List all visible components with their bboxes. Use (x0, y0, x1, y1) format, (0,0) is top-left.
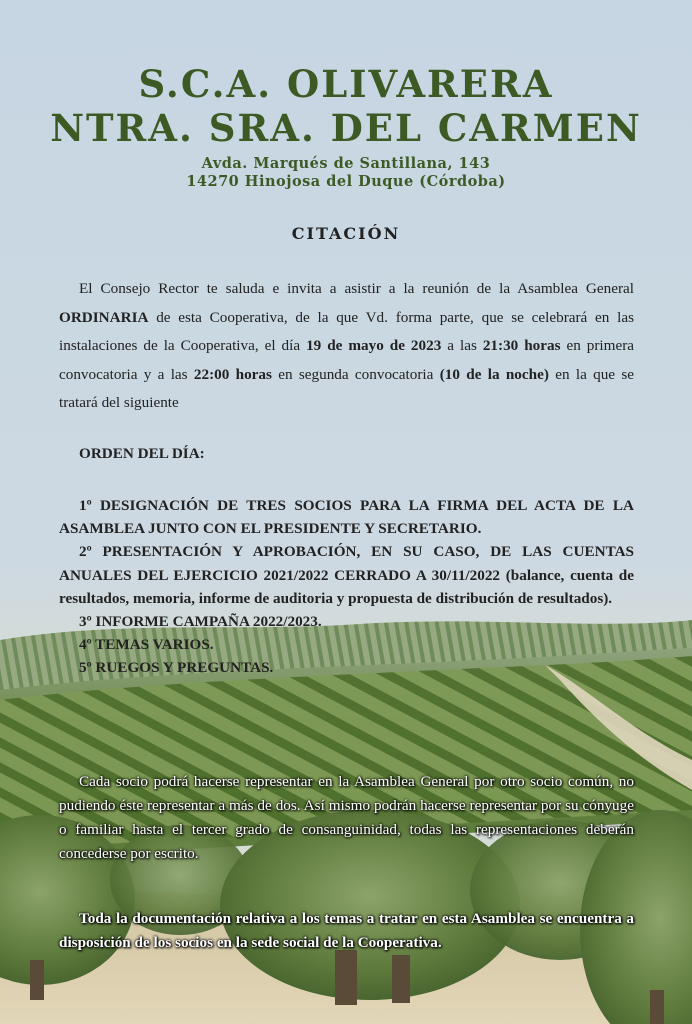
documentation-note: Toda la documentación relativa a los temas a tratar en esta Asamblea se encuentra a disposición de los socios en la sede social de la Cooperativa. (59, 910, 634, 951)
meeting-date: 19 de mayo de 2023 (306, 337, 442, 354)
first-call-time: 21:30 horas (482, 337, 561, 354)
cooperative-name: S.C.A. OLIVARERA (138, 62, 554, 106)
address-street: Avda. Marqués de Santillana, 143 (201, 155, 491, 172)
meeting-type: ORDINARIA (59, 308, 149, 326)
intro-paragraph: El Consejo Rector te saluda e invita a asistir a la reunión de la Asamblea General ORDINARIA de esta Cooperativa, de la que Vd. forma parte, que se celebrará en las instalaciones de la Cooperativa, el día 19 de mayo de 2023 a las 21:30 horas en primera convocatoria y a las 22:00 horas en segunda convocatoria (10 de la noche) en la que se tratará del siguiente (59, 280, 635, 411)
second-call-note: (10 de la noche) (439, 365, 549, 383)
agenda-item: 3º INFORME CAMPAÑA 2022/2023. (79, 613, 322, 631)
agenda-heading: ORDEN DEL DÍA: (79, 445, 205, 462)
agenda-item: 2º PRESENTACIÓN Y APROBACIÓN, EN SU CASO, DE LAS CUENTAS ANUALES DEL EJERCICIO 2021/2022 CERRADO A 30/11/2022 (balance, cuenta de resultados, memoria, informe de auditoria y propuesta de distribución de resultados). (59, 543, 634, 607)
representation-note: Cada socio podrá hacerse representar en la Asamblea General por otro socio común, no pudiendo éste representar a más de dos. Así mismo podrán hacerse representar por su cónyuge o familiar hasta el tercer grado de consanguinidad, todas las representaciones deberán concederse por escrito. (59, 773, 634, 862)
notice-title: CITACIÓN (291, 224, 401, 243)
second-call-time: 22:00 horas (193, 365, 272, 383)
agenda-item: 5º RUEGOS Y PREGUNTAS. (79, 659, 274, 677)
cooperative-subname: NTRA. SRA. DEL CARMEN (50, 106, 642, 150)
agenda-item: 1º DESIGNACIÓN DE TRES SOCIOS PARA LA FIRMA DEL ACTA DE LA ASAMBLEA JUNTO CON EL PRESIDENTE Y SECRETARIO. (59, 497, 634, 538)
agenda-item: 4º TEMAS VARIOS. (79, 636, 214, 654)
agenda-list (59, 494, 634, 680)
address-city: 14270 Hinojosa del Duque (Córdoba) (186, 173, 506, 190)
